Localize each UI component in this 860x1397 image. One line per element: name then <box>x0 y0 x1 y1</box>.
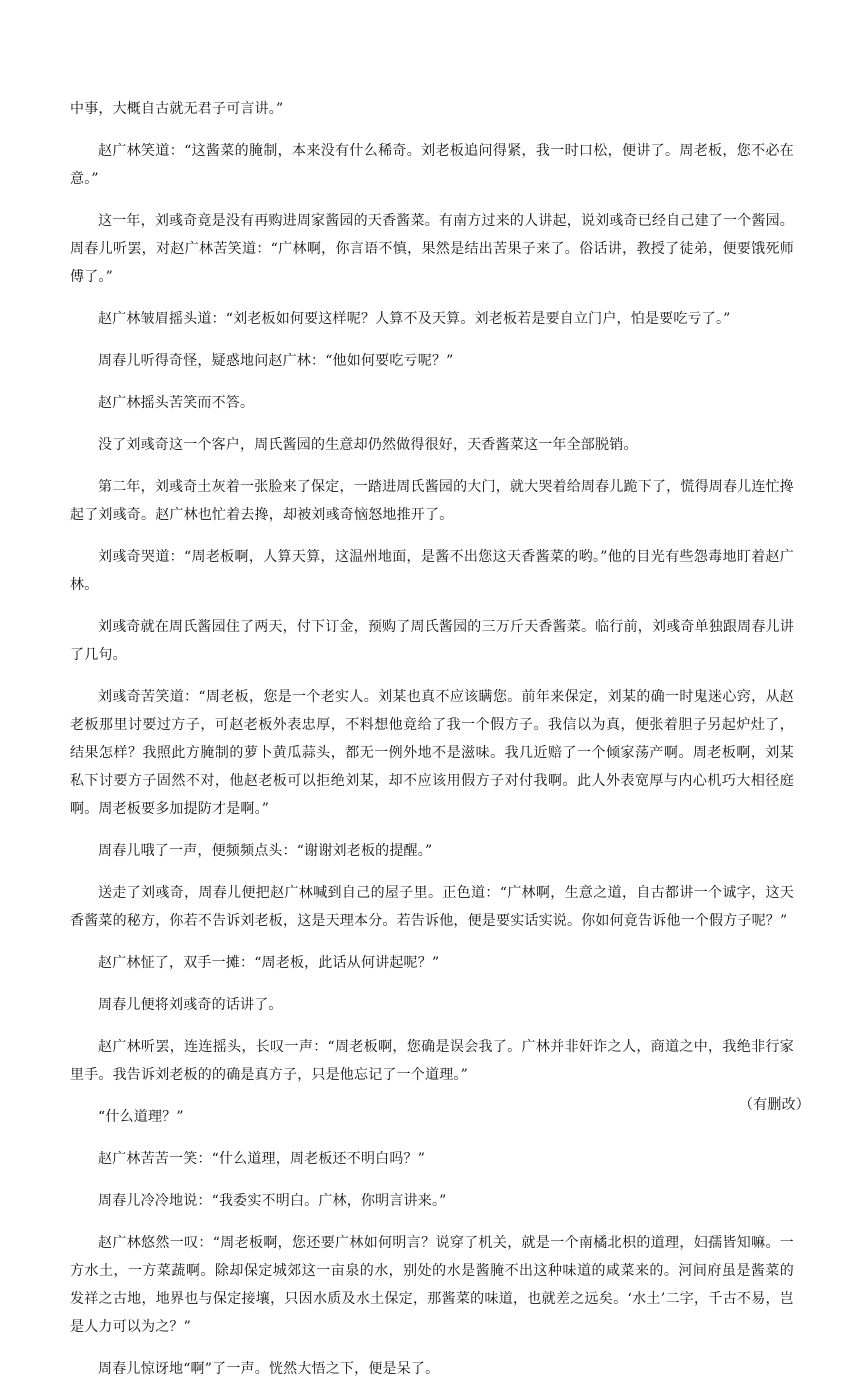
paragraph-18: 赵广林苦苦一笑：“什么道理，周老板还不明白吗？” <box>98 1151 426 1167</box>
document-body <box>70 95 794 1397</box>
paragraph-13: 送走了刘彧奇，周春儿便把赵广林喊到自己的屋子里。正色道：“广林啊，生意之道，自古都讲一个诚字，这天香酱菜的秘方，你若不告诉刘老板，这是天理本分。若告诉他，便是要实话实说。你如何竟告诉他一个假方子呢？” <box>70 885 794 929</box>
paragraph-8: 第二年，刘彧奇土灰着一张脸来了保定，一踏进周氏酱园的大门，就大哭着给周春儿跪下了，慌得周春儿连忙搀起了刘彧奇。赵广林也忙着去搀，却被刘彧奇恼怒地推开了。 <box>70 479 794 523</box>
paragraph-14: 赵广林怔了，双手一摊：“周老板，此话从何讲起呢？” <box>98 955 440 971</box>
paragraph-15: 周春儿便将刘彧奇的话讲了。 <box>98 997 283 1013</box>
paragraph-7: 没了刘彧奇这一个客户，周氏酱园的生意却仍然做得很好，天香酱菜这一年全部脱销。 <box>98 437 638 453</box>
paragraph-11: 刘彧奇苦笑道：“周老板，您是一个老实人。刘某也真不应该瞒您。前年来保定，刘某的确一时鬼迷心窍，从赵老板那里讨要过方子，可赵老板外表忠厚，不料想他竟给了我一个假方子。我信以为真，便张着胆子另起炉灶了，结果怎样？我照此方腌制的萝卜黄瓜蒜头，都无一例外地不是滋味。我几近赔了一个倾家荡产啊。周老板啊，刘某私下讨要方子固然不对，他赵老板可以拒绝刘某，却不应该用假方子对付我啊。此人外表宽厚与内心机巧大相径庭啊。周老板要多加提防才是啊。” <box>70 689 794 817</box>
paragraph-16: 赵广林听罢，连连摇头，长叹一声：“周老板啊，您确是误会我了。广林并非奸诈之人，商道之中，我绝非行家里手。我告诉刘老板的的确是真方子，只是他忘记了一个道理。” <box>70 1039 794 1083</box>
edit-note: （有删改） <box>739 1097 810 1113</box>
paragraph-10: 刘彧奇就在周氏酱园住了两天，付下订金，预购了周氏酱园的三万斤天香酱菜。临行前，刘彧奇单独跟周春儿讲了几句。 <box>70 619 794 663</box>
paragraph-21: 周春儿惊讶地“啊”了一声。恍然大悟之下，便是呆了。 <box>98 1361 440 1377</box>
paragraph-19: 周春儿冷冷地说：“我委实不明白。广林，你明言讲来。” <box>98 1193 447 1209</box>
paragraph-4: 赵广林皱眉摇头道：“刘老板如何要这样呢？人算不及天算。刘老板若是要自立门户，怕是要吃亏了。” <box>98 311 731 327</box>
paragraph-12: 周春儿哦了一声，便频频点头：“谢谢刘老板的提醒。” <box>98 843 433 859</box>
paragraph-20: 赵广林悠然一叹：“周老板啊，您还要广林如何明言？说穿了机关，就是一个南橘北枳的道理，妇孺皆知嘛。一方水土，一方菜蔬啊。除却保定城郊这一亩泉的水，别处的水是酱腌不出这种味道的咸菜来的。河间府虽是酱菜的发祥之古地，地界也与保定接壤，只因水质及水土保定，那酱菜的味道，也就差之远矣。‘水土’二字，千古不易，岂是人力可以为之？” <box>70 1235 794 1335</box>
paragraph-9: 刘彧奇哭道：“周老板啊，人算天算，这温州地面，是酱不出您这天香酱菜的哟。”他的目光有些怨毒地盯着赵广林。 <box>70 549 794 593</box>
paragraph-6: 赵广林摇头苦笑而不答。 <box>98 395 255 411</box>
paragraph-5: 周春儿听得奇怪，疑惑地问赵广林：“他如何要吃亏呢？” <box>98 353 454 369</box>
paragraph-17: “什么道理？” <box>98 1109 184 1125</box>
paragraph-1: 中事，大概自古就无君子可言讲。” <box>70 101 284 117</box>
paragraph-2: 赵广林笑道：“这酱菜的腌制，本来没有什么稀奇。刘老板追问得紧，我一时口松，便讲了。周老板，您不必在意。” <box>70 143 794 187</box>
paragraph-3: 这一年，刘彧奇竟是没有再购进周家酱园的天香酱菜。有南方过来的人讲起，说刘彧奇已经自己建了一个酱园。周春儿听罢，对赵广林苦笑道：“广林啊，你言语不慎，果然是结出苦果子来了。俗话讲，教授了徒弟，便要饿死师傅了。” <box>70 213 794 285</box>
